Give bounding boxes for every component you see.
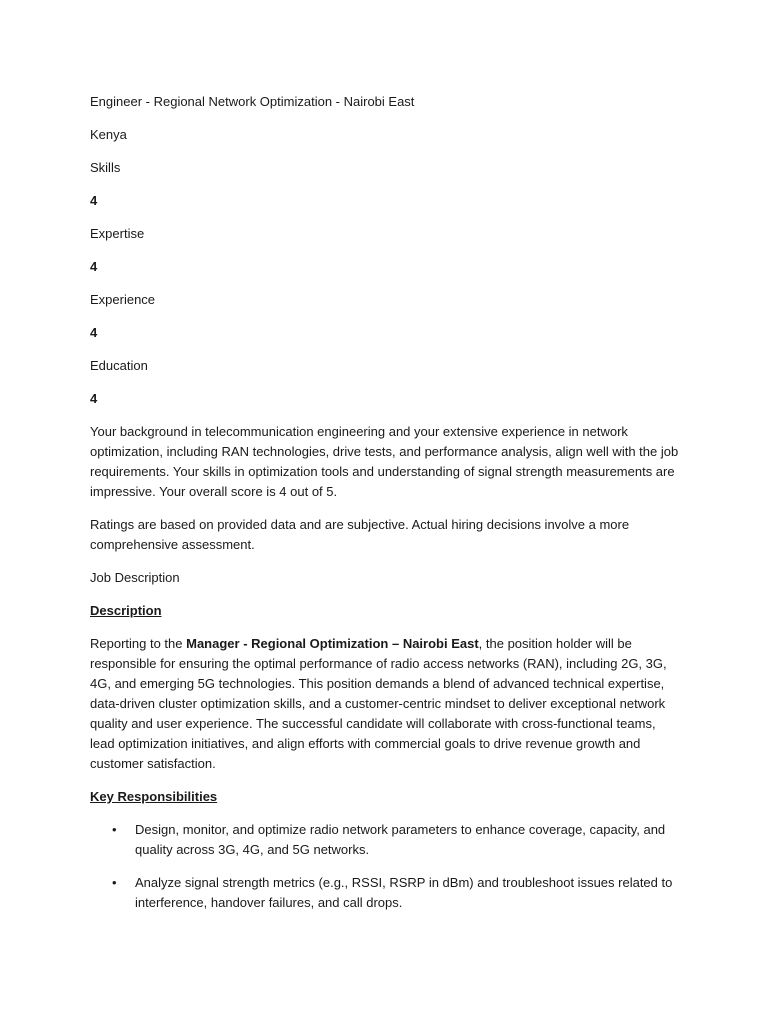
job-title: Engineer - Regional Network Optimization - Nairobi East <box>90 94 415 109</box>
responsibility-text: Design, monitor, and optimize radio network parameters to enhance coverage, capacity, and quality across 3G, 4G, and 5G networks. <box>135 822 666 857</box>
summary-paragraph: Your background in telecommunication engineering and your extensive experience in network optimization, including RAN technologies, drive tests, and performance analysis, align well with the job requirements. Your skills in optimization tools and understanding of signal strength measurements are impressive. Your overall score is 4 out of 5. <box>90 424 679 499</box>
score-label-education: Education <box>90 358 148 373</box>
responsibilities-heading: Key Responsibilities <box>90 789 218 804</box>
score-value-experience: 4 <box>90 325 98 340</box>
list-item <box>90 820 680 860</box>
description-paragraph <box>90 634 680 774</box>
description-heading: Description <box>90 603 162 618</box>
responsibility-text: Analyze signal strength metrics (e.g., RSSI, RSRP in dBm) and troubleshoot issues related to interference, handover failures, and call drops. <box>135 875 673 910</box>
score-value-skills: 4 <box>90 193 98 208</box>
score-label-expertise: Expertise <box>90 226 145 241</box>
bullet-icon: • <box>112 875 117 890</box>
score-value-expertise: 4 <box>90 259 98 274</box>
document-page <box>90 92 680 926</box>
description-intro-after: , the position holder will be responsible for ensuring the optimal performance of radio access networks (RAN), including 2G, 3G, 4G, and emerging 5G technologies. This position demands a blend of advanced technical expertise, data-driven cluster optimization skills, and a customer-centric mindset to deliver exceptional network quality and user experience. The successful candidate will collaborate with cross-functional teams, lead optimization initiatives, and align efforts with commercial goals to drive revenue growth and customer satisfaction. <box>90 636 667 771</box>
description-manager-title: Manager - Regional Optimization – Nairobi East <box>186 636 479 651</box>
score-label-skills: Skills <box>90 160 121 175</box>
score-value-education: 4 <box>90 391 98 406</box>
description-intro-before: Reporting to the <box>90 636 187 651</box>
list-item <box>90 873 680 913</box>
responsibilities-list <box>90 820 680 913</box>
disclaimer-paragraph: Ratings are based on provided data and are subjective. Actual hiring decisions involve a more comprehensive assessment. <box>90 517 630 552</box>
bullet-icon: • <box>112 822 117 837</box>
score-label-experience: Experience <box>90 292 156 307</box>
job-location: Kenya <box>90 127 127 142</box>
job-description-label: Job Description <box>90 570 180 585</box>
